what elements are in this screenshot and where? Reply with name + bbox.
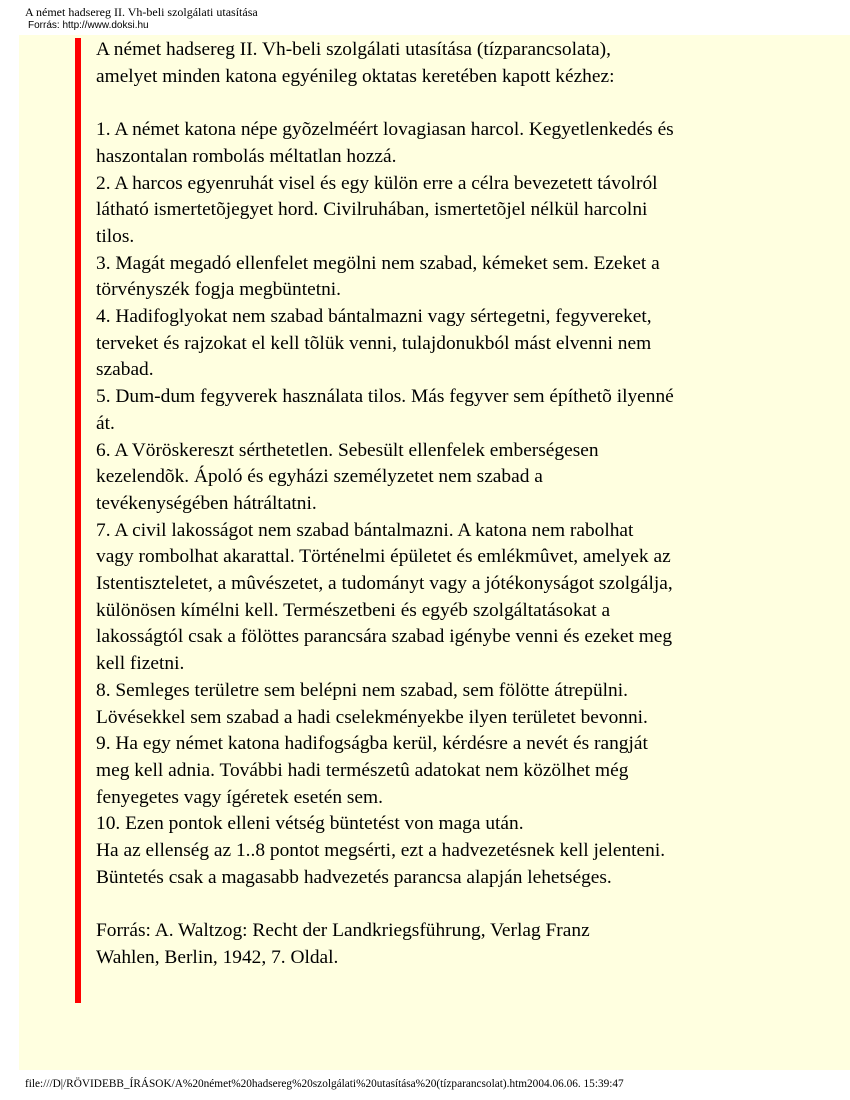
text-line: Büntetés csak a magasabb hadvezetés parancsa alapján lehetséges. — [96, 866, 612, 888]
text-line: 7. A civil lakosságot nem szabad bántalmazni. A katona nem rabolhat — [96, 519, 634, 541]
text-line: A német hadsereg II. Vh-beli szolgálati utasítása (tízparancsolata), — [96, 39, 611, 60]
source-note — [96, 918, 786, 971]
text-line: 3. Magát megadó ellenfelet megölni nem szabad, kémeket sem. Ezeket a — [96, 252, 660, 274]
rule-item-7 — [96, 518, 786, 678]
text-line: 1. A német katona népe gyõzelméért lovagiasan harcol. Kegyetlenkedés és — [96, 119, 674, 141]
text-line: Istentiszteletet, a mûvészetet, a tudományt vagy a jótékonyságot szolgálja, — [96, 573, 673, 595]
document-content — [96, 37, 786, 972]
rule-item-2 — [96, 171, 786, 251]
rule-item-3 — [96, 251, 786, 304]
text-line: különösen kímélni kell. Természetbeni és egyéb szolgáltatásokat a — [96, 599, 611, 621]
text-line: át. — [96, 412, 115, 434]
text-line: szabad. — [96, 359, 154, 381]
paragraph-gap — [96, 90, 786, 117]
rules-list — [96, 117, 786, 838]
text-line: Lövésekkel sem szabad a hadi cselekményekbe ilyen területet bevonni. — [96, 706, 648, 728]
text-line: kell fizetni. — [96, 653, 185, 675]
text-line: 6. A Vöröskereszt sérthetetlen. Sebesült ellenfelek emberségesen — [96, 439, 599, 461]
rule-item-10 — [96, 811, 786, 838]
text-line: haszontalan rombolás méltatlan hozzá. — [96, 145, 397, 167]
text-line: kezelendõk. Ápoló és egyházi személyzetet nem szabad a — [96, 466, 543, 488]
intro-paragraph — [96, 37, 786, 90]
rule-item-9 — [96, 731, 786, 811]
text-line: 5. Dum-dum fegyverek használata tilos. Más fegyver sem építhetõ ilyenné — [96, 386, 674, 408]
text-line: látható ismertetõjegyet hord. Civilruhában, ismertetõjel nélkül harcolni — [96, 199, 648, 221]
source-line: Forrás: http://www.doksi.hu — [28, 20, 149, 31]
text-line: 9. Ha egy német katona hadifogságba kerül, kérdésre a nevét és rangját — [96, 733, 648, 755]
text-line: 10. Ezen pontok elleni vétség büntetést von maga után. — [96, 813, 524, 835]
closing-paragraph — [96, 838, 786, 891]
text-line: Wahlen, Berlin, 1942, 7. Oldal. — [96, 946, 339, 968]
rule-item-1 — [96, 117, 786, 170]
text-line: 4. Hadifoglyokat nem szabad bántalmazni vagy sértegetni, fegyvereket, — [96, 306, 652, 328]
footer-file-path: file:///D|/RÖVIDEBB_ÍRÁSOK/A%20német%20hadsereg%20szolgálati%20utasítása%20(tízparancsolat).htm2004.06.06. 15:39:47 — [25, 1078, 624, 1090]
text-line: meg kell adnia. További hadi természetû adatokat nem közölhet még — [96, 759, 629, 781]
rule-item-5 — [96, 384, 786, 437]
text-line: vagy rombolhat akarattal. Történelmi épületet és emlékmûvet, amelyek az — [96, 546, 671, 568]
text-line: 2. A harcos egyenruhát visel és egy külön erre a célra bevezetett távolról — [96, 172, 658, 194]
text-line: tevékenységében hátráltatni. — [96, 492, 317, 514]
rule-item-4 — [96, 304, 786, 384]
paragraph-gap — [96, 891, 786, 918]
text-line: Forrás: A. Waltzog: Recht der Landkriegsführung, Verlag Franz — [96, 920, 590, 942]
text-line: Ha az ellenség az 1..8 pontot megsérti, ezt a hadvezetésnek kell jelenteni. — [96, 840, 666, 862]
rule-item-6 — [96, 438, 786, 518]
text-line: tilos. — [96, 225, 135, 247]
text-line: fenyegetes vagy ígéretek esetén sem. — [96, 786, 383, 808]
red-margin-bar — [75, 38, 81, 1003]
text-line: terveket és rajzokat el kell tõlük venni, tulajdonukból mást elvenni nem — [96, 332, 652, 354]
text-line: amelyet minden katona egyénileg oktatas keretében kapott kézhez: — [96, 65, 615, 87]
text-line: törvényszék fogja megbüntetni. — [96, 279, 342, 301]
text-line: lakosságtól csak a fölöttes parancsára szabad igénybe venni és ezeket meg — [96, 626, 673, 648]
page-title: A német hadsereg II. Vh-beli szolgálati utasítása — [25, 5, 258, 19]
text-line: 8. Semleges területre sem belépni nem szabad, sem fölötte átrepülni. — [96, 679, 628, 701]
rule-item-8 — [96, 678, 786, 731]
